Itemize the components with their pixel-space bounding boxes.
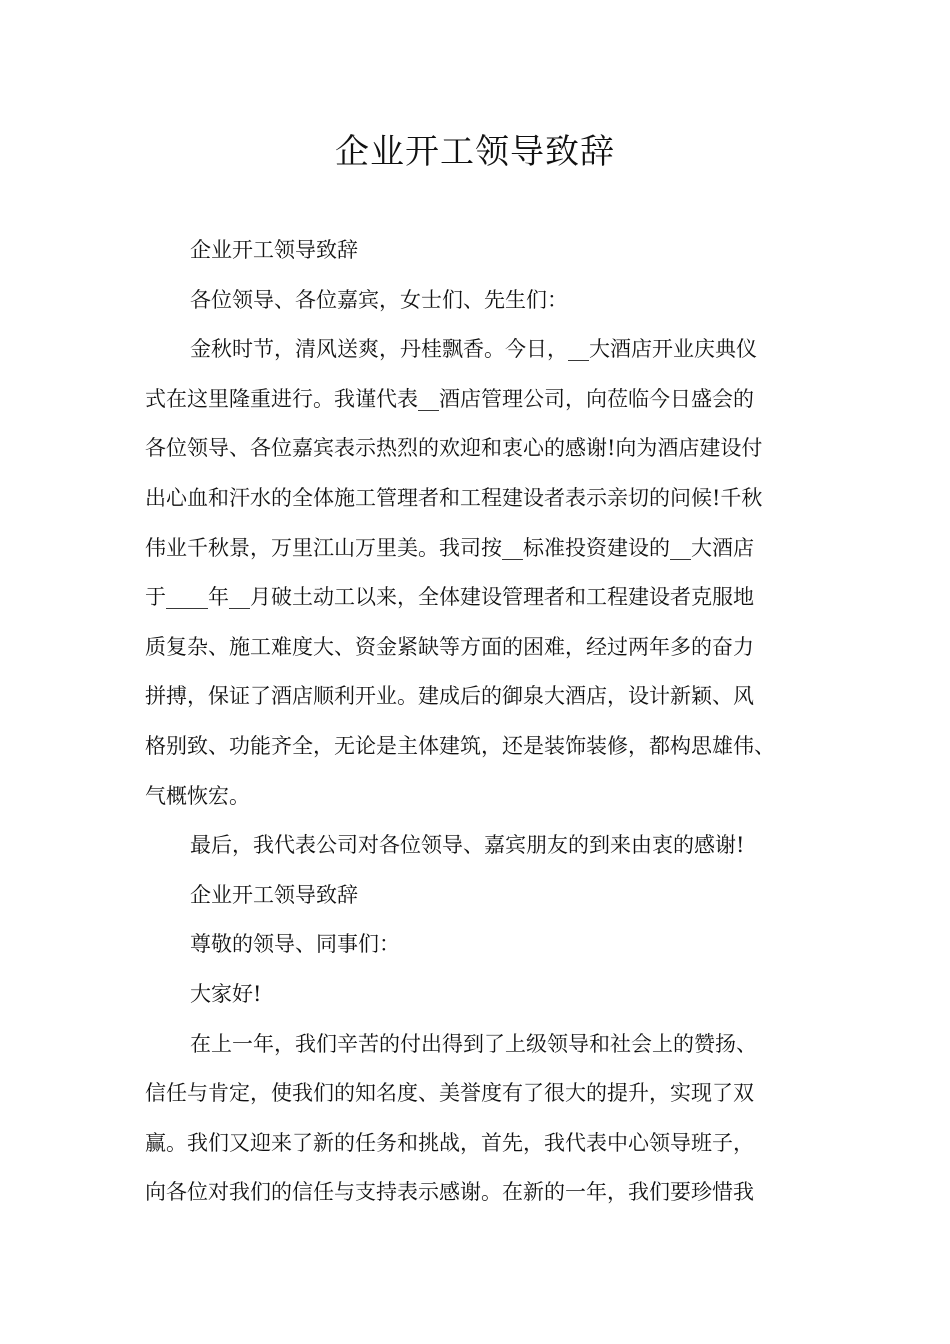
paragraph-salutation [145,276,825,326]
text-line: 气概恢宏。 [145,783,250,808]
paragraph-greeting [145,970,825,1020]
text-line: 尊敬的领导、同事们： [190,932,400,957]
text-line: 于____年__月破土动工以来，全体建设管理者和工程建设者克服地 [145,585,754,610]
text-line: 在上一年，我们辛苦的付出得到了上级领导和社会上的赞扬、 [190,1031,757,1056]
text-line: 企业开工领导致辞 [190,238,358,262]
text-line: 大家好! [190,981,262,1006]
paragraph-subtitle [145,226,825,276]
text-line: 质复杂、施工难度大、资金紧缺等方面的困难，经过两年多的奋力 [145,634,754,659]
text-line: 企业开工领导致辞 [190,882,358,907]
paragraph-second-salutation [145,920,825,970]
text-line: 格别致、功能齐全，无论是主体建筑，还是装饰装修，都构思雄伟、 [145,733,775,758]
text-line: 信任与肯定，使我们的知名度、美誉度有了很大的提升，实现了双 [145,1081,754,1106]
text-line: 金秋时节，清风送爽，丹桂飘香。今日，__大酒店开业庆典仪 [190,337,757,362]
text-line: 各位领导、各位嘉宾，女士们、先生们： [190,287,568,312]
text-line: 各位领导、各位嘉宾表示热烈的欢迎和衷心的感谢!向为酒店建设付 [145,436,763,461]
paragraph-closing-thanks [145,821,825,871]
text-line: 向各位对我们的信任与支持表示感谢。在新的一年，我们要珍惜我 [145,1180,754,1205]
paragraph-second-heading [145,871,825,921]
document-body [145,226,825,1218]
text-line: 最后，我代表公司对各位领导、嘉宾朋友的到来由衷的感谢! [190,833,745,858]
paragraph-second-speech [145,1020,825,1218]
text-line: 拼搏，保证了酒店顺利开业。建成后的御泉大酒店，设计新颖、风 [145,684,754,709]
paragraph-opening-speech [145,325,825,821]
text-line: 出心血和汗水的全体施工管理者和工程建设者表示亲切的问候!千秋 [145,485,763,510]
text-line: 赢。我们又迎来了新的任务和挑战，首先，我代表中心领导班子， [145,1130,754,1155]
text-line: 式在这里隆重进行。我谨代表__酒店管理公司，向莅临今日盛会的 [145,386,754,411]
document-title: 企业开工领导致辞 [335,132,615,172]
text-line: 伟业千秋景，万里江山万里美。我司按__标准投资建设的__大酒店 [145,535,754,560]
